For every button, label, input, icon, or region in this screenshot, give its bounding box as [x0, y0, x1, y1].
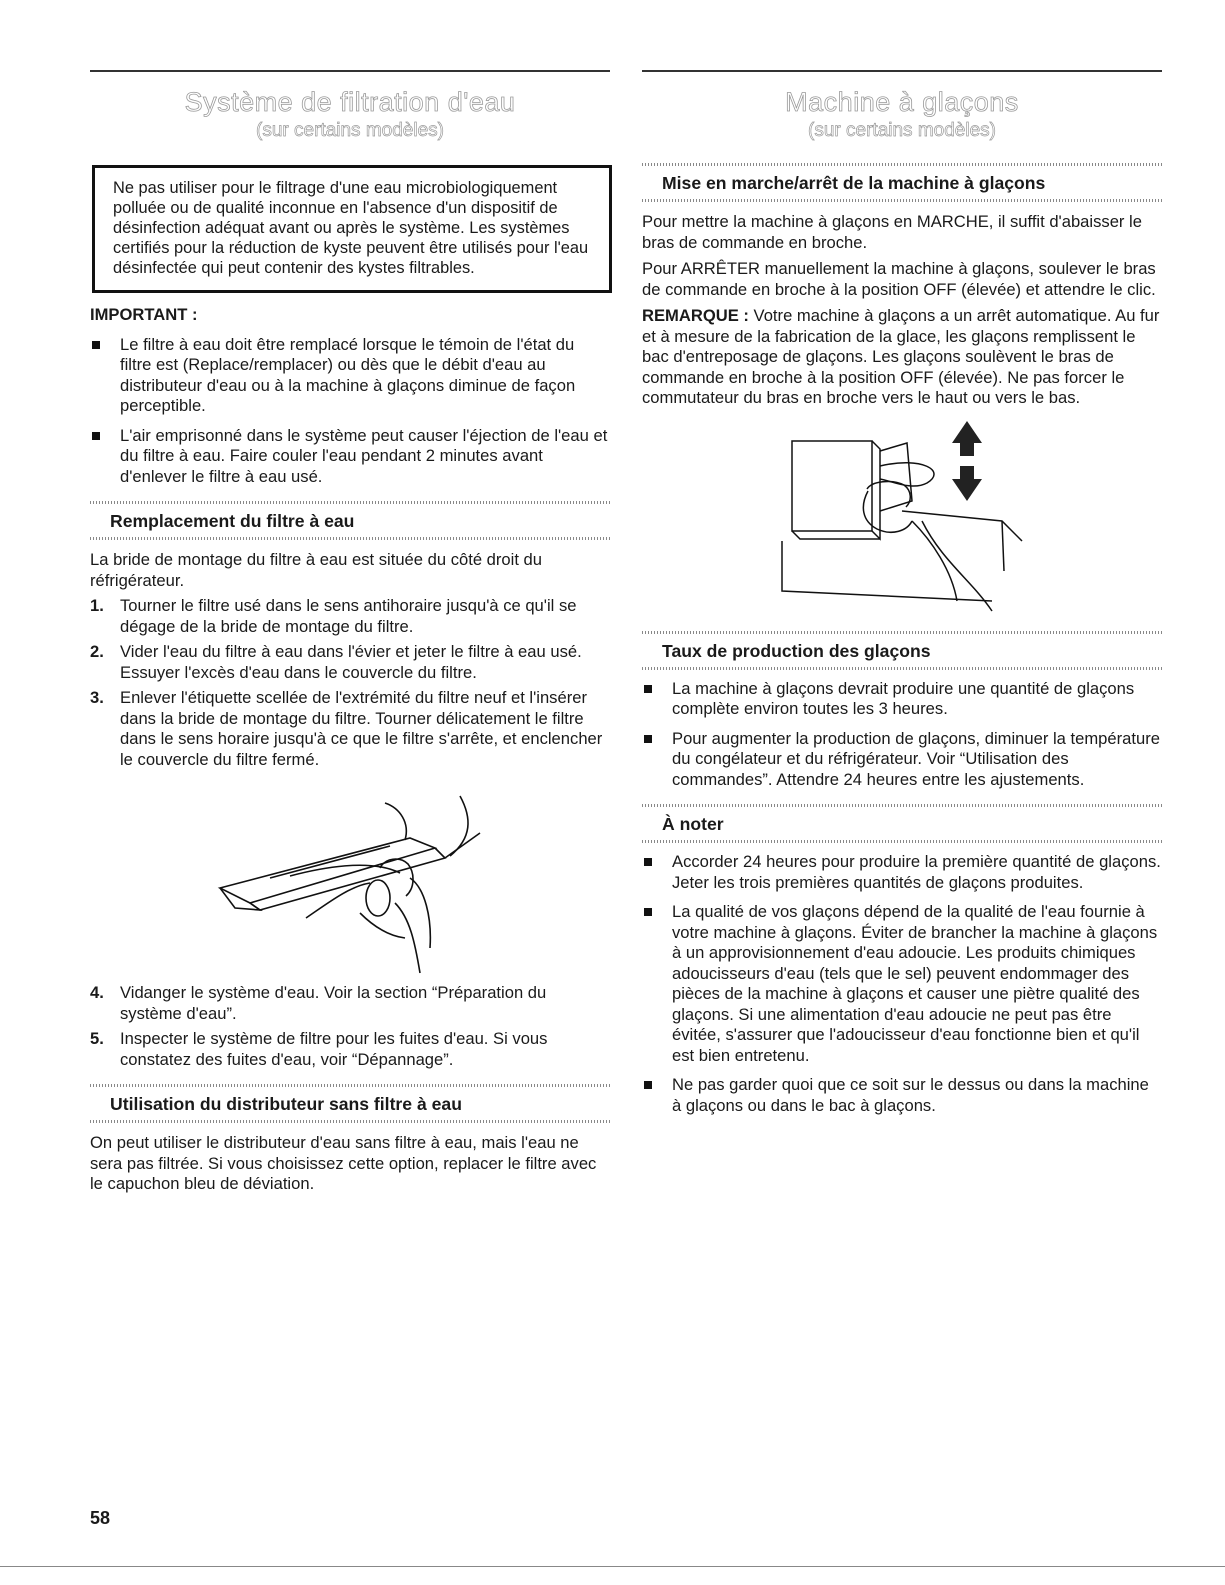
step-text: Tourner le filtre usé dans le sens antihoraire jusqu'à ce qu'il se dégage de la bride de montage du filtre.: [120, 596, 577, 636]
steps-list-b: [90, 983, 610, 1070]
warning-box: [92, 165, 612, 293]
list-item: Ne pas garder quoi que ce soit sur le dessus ou dans la machine à glaçons ou dans le bac à glaçons.: [642, 1075, 1162, 1116]
note-list: [642, 852, 1162, 1116]
section-subtitle: (sur certains modèles): [256, 120, 444, 141]
nofilter-heading: Utilisation du distributeur sans filtre à eau: [110, 1094, 462, 1114]
left-column: [90, 70, 610, 1195]
important-label: IMPORTANT :: [90, 305, 198, 324]
step-item: [90, 983, 610, 1024]
step-number: 2.: [90, 642, 104, 661]
list-item: La qualité de vos glaçons dépend de la qualité de l'eau fournie à votre machine à glaçons. Éviter de brancher la machine à glaçons à un approvisionnement d'eau adoucie. Les produits chimiques adoucisseurs d'eau (tels que le sel) peuvent endommager des pièces de la machine à glaçons et causer une piètre qualité des glaçons. Si une alimentation d'eau adoucie ne peut pas être évitée, s'assurer que l'adoucisseur d'eau fonctionne bien et qu'il est bien entretenu.: [642, 902, 1162, 1066]
list-item: La machine à glaçons devrait produire une quantité de glaçons complète environ toutes les 3 heures.: [642, 679, 1162, 720]
filter-illustration: [210, 778, 490, 978]
step-number: 1.: [90, 596, 104, 615]
replace-intro: La bride de montage du filtre à eau est située du côté droit du réfrigérateur.: [90, 550, 543, 590]
divider: [90, 537, 610, 540]
list-item: Pour augmenter la production de glaçons, diminuer la température du congélateur et du réfrigérateur. Voir “Utilisation des commandes”. Attendre 24 heures entre les ajustements.: [642, 729, 1162, 791]
ice-maker-illustration: [772, 421, 1032, 621]
top-rule: [642, 70, 1162, 72]
steps-list-a: [90, 596, 610, 770]
list-item: Le filtre à eau doit être remplacé lorsque le témoin de l'état du filtre est (Replace/remplacer) ou dès que le débit d'eau au distributeur d'eau ou à la machine à glaçons diminue de façon perceptible.: [90, 335, 610, 417]
step-item: [90, 688, 610, 770]
top-rule: [90, 70, 610, 72]
step-item: [90, 642, 610, 683]
rate-heading: Taux de production des glaçons: [662, 640, 931, 661]
note-heading: À noter: [662, 814, 724, 834]
page-number: 58: [90, 1508, 111, 1528]
onoff-heading: Mise en marche/arrêt de la machine à glaçons: [662, 173, 1046, 193]
onoff-paragraph-2: Pour ARRÊTER manuellement la machine à glaçons, soulever le bras de commande en broche à la position OFF (élevée) et attendre le clic.: [642, 259, 1156, 299]
step-number: 5.: [90, 1029, 104, 1048]
section-title: Machine à glaçons: [785, 87, 1019, 117]
step-text: Vider l'eau du filtre à eau dans l'évier et jeter le filtre à eau usé. Essuyer l'excès d'eau dans le couvercle du filtre.: [120, 642, 582, 682]
remark-label: REMARQUE :: [642, 306, 749, 325]
section-title: Système de filtration d'eau: [184, 87, 516, 117]
step-number: 4.: [90, 983, 104, 1002]
divider: [90, 1120, 610, 1123]
onoff-paragraph-1: Pour mettre la machine à glaçons en MARCHE, il suffit d'abaisser le bras de commande en broche.: [642, 212, 1142, 252]
list-item: Accorder 24 heures pour produire la première quantité de glaçons. Jeter les trois premières quantités de glaçons produites.: [642, 852, 1162, 893]
replace-heading: Remplacement du filtre à eau: [110, 511, 355, 531]
step-text: Vidanger le système d'eau. Voir la section “Préparation du système d'eau”.: [120, 983, 547, 1023]
divider: [642, 199, 1162, 202]
list-item: L'air emprisonné dans le système peut causer l'éjection de l'eau et du filtre à eau. Faire couler l'eau pendant 2 minutes avant d'enlever le filtre à eau usé.: [90, 426, 610, 488]
step-number: 3.: [90, 688, 104, 707]
bottom-rule: [0, 1566, 1225, 1567]
section-subtitle: (sur certains modèles): [808, 120, 996, 141]
important-list: [90, 335, 610, 488]
step-item: [90, 1029, 610, 1070]
remark-text: Votre machine à glaçons a un arrêt automatique. Au fur et à mesure de la fabrication de la glace, les glaçons remplissent le bac d'entreposage de glaçons. Les glaçons soulèvent le bras de commande en broche à la position OFF (élevée). Ne pas forcer le commutateur du bras en broche vers le haut ou vers le bas.: [642, 306, 1160, 407]
divider: [642, 840, 1162, 843]
nofilter-text: On peut utiliser le distributeur d'eau sans filtre à eau, mais l'eau ne sera pas filtrée. Si vous choisissez cette option, replacer le filtre avec le capuchon bleu de déviation.: [90, 1133, 597, 1193]
right-column: [642, 70, 1162, 1116]
remark-paragraph: [642, 306, 1162, 409]
rate-list: [642, 679, 1162, 791]
step-text: Inspecter le système de filtre pour les fuites d'eau. Si vous constatez des fuites d'eau, voir “Dépannage”.: [120, 1029, 548, 1069]
warning-text: Ne pas utiliser pour le filtrage d'une eau microbiologiquement polluée ou de qualité inconnue en l'absence d'un dispositif de désinfection adéquat avant ou après le système. Les systèmes certifiés pour la réduction de kyste peuvent être utilisés pour l'eau désinfectée qui peut contenir des kystes filtrables.: [113, 179, 589, 277]
step-text: Enlever l'étiquette scellée de l'extrémité du filtre neuf et l'insérer dans la bride de montage du filtre. Tourner délicatement le filtre dans le sens horaire jusqu'à ce que le filtre s'arrête, et enclencher le couvercle du filtre fermé.: [120, 688, 603, 769]
step-item: [90, 596, 610, 637]
divider: [642, 667, 1162, 670]
